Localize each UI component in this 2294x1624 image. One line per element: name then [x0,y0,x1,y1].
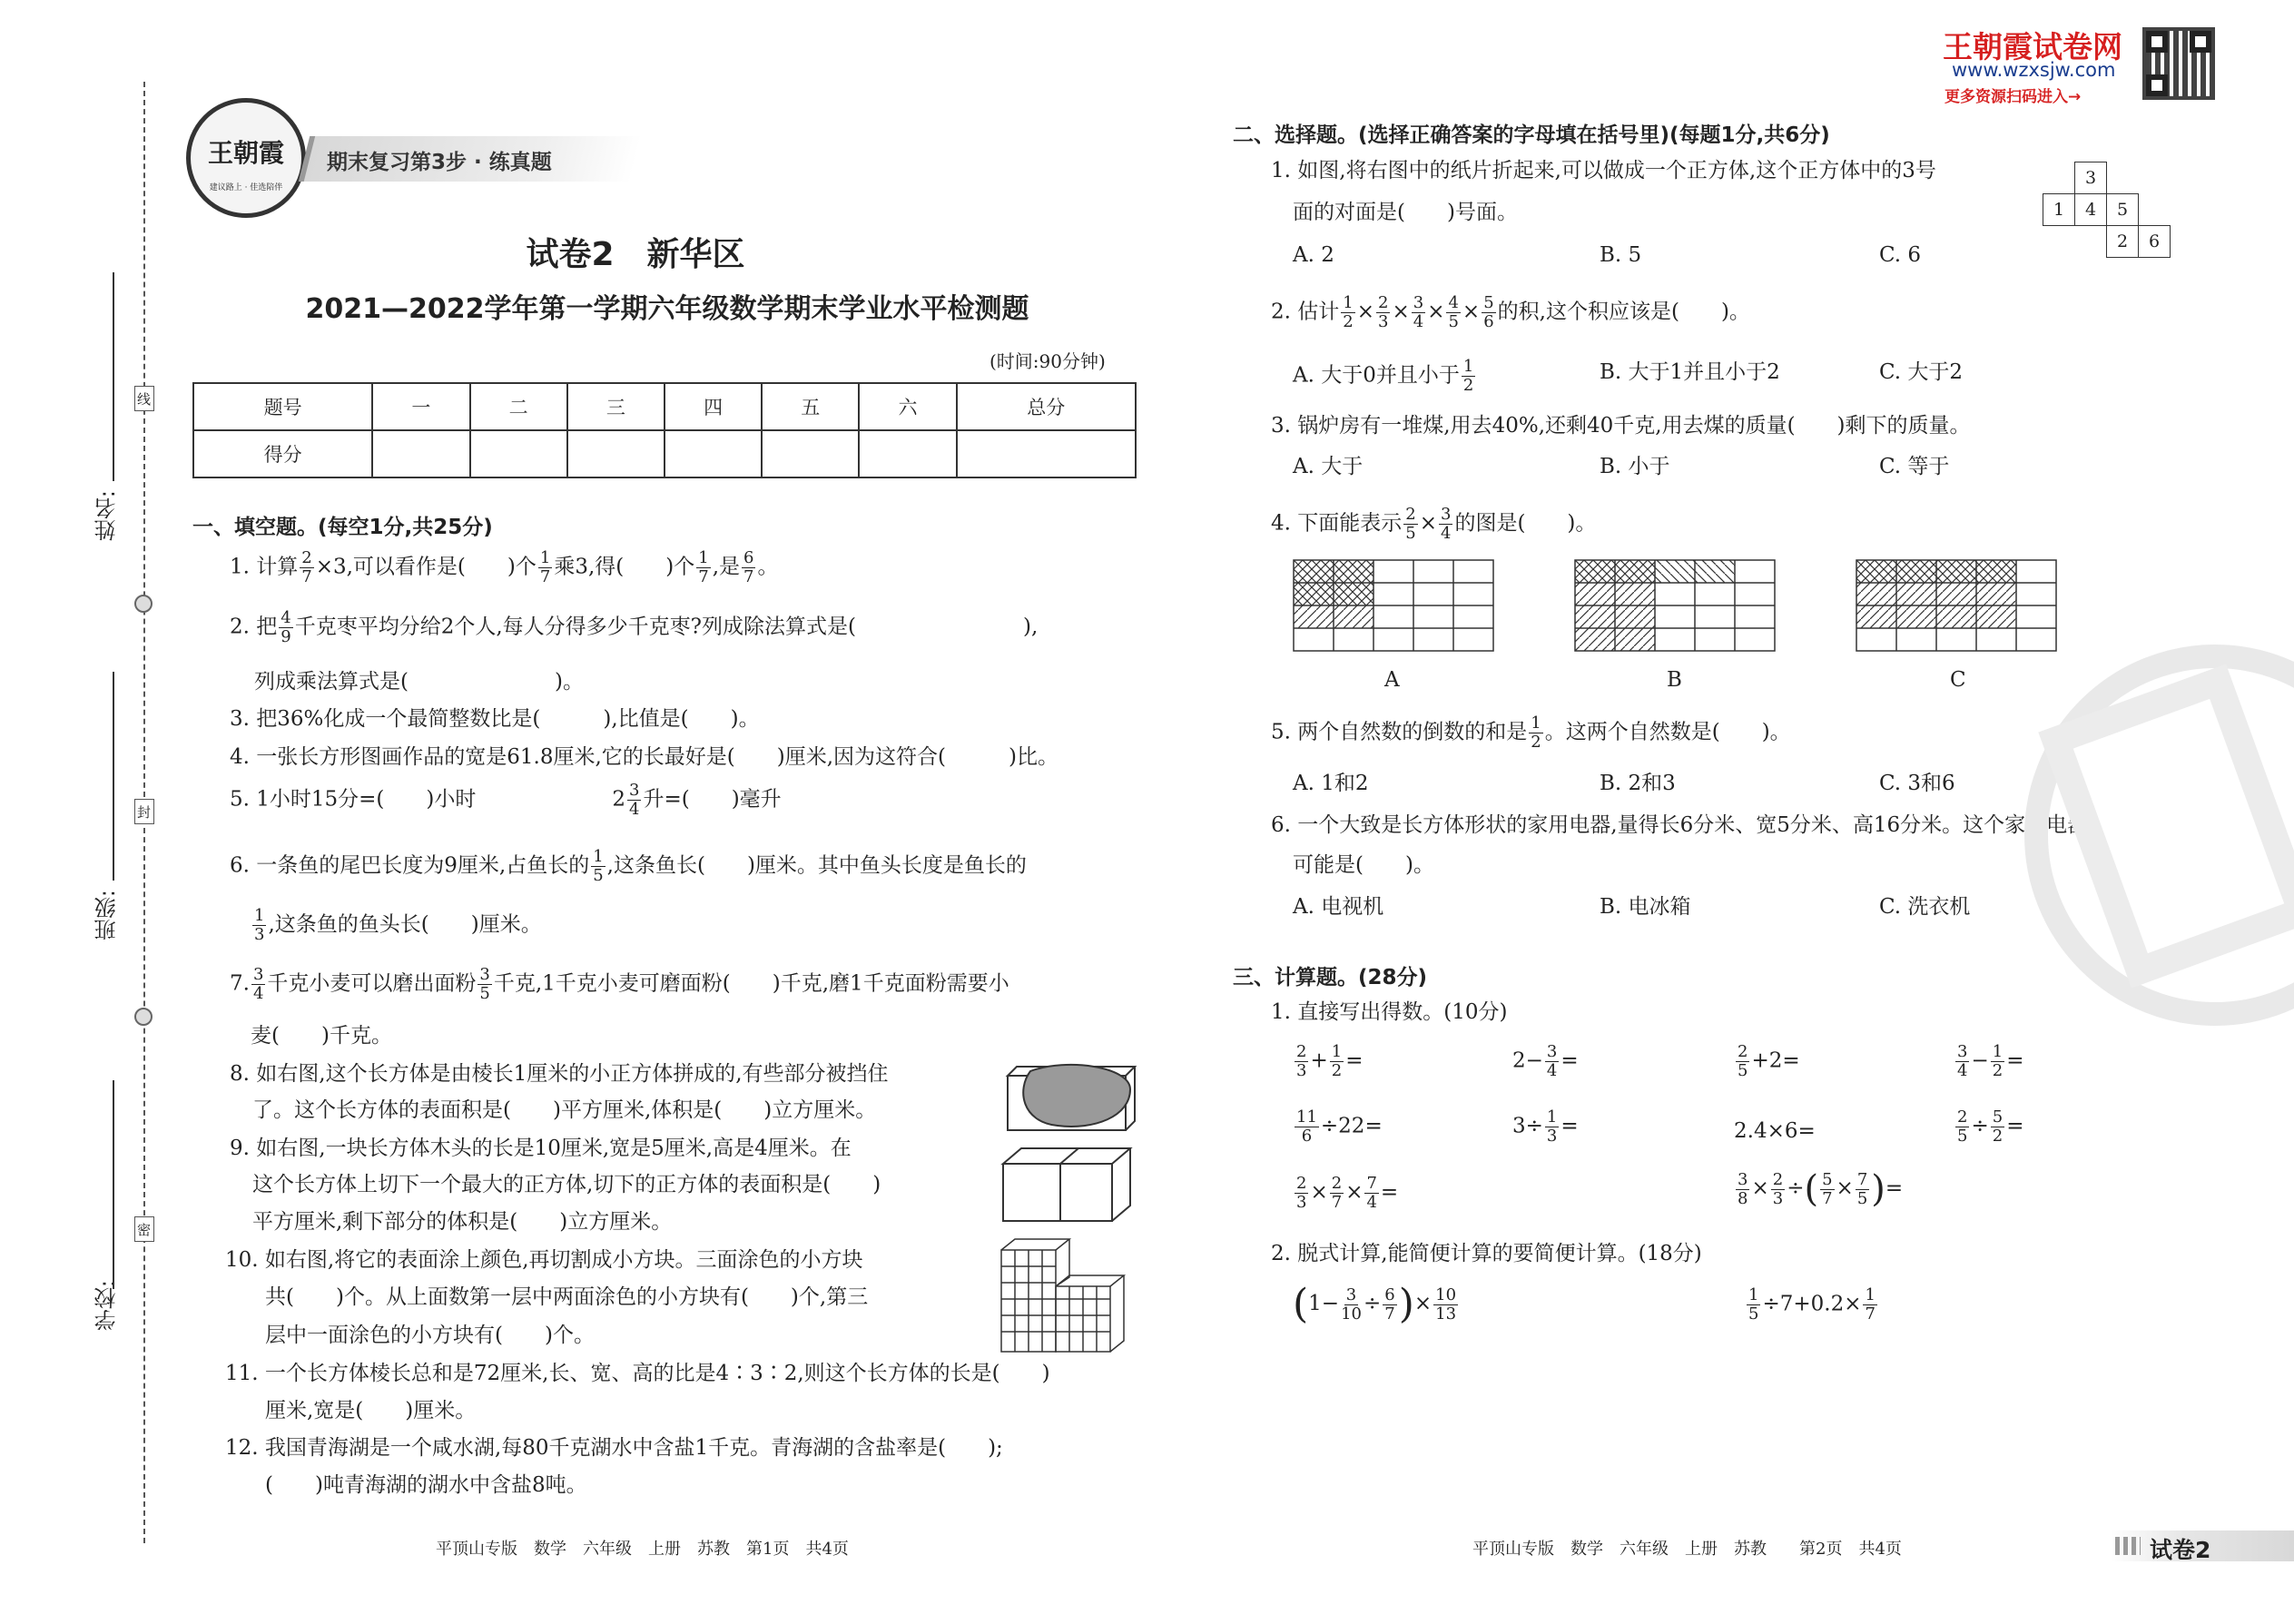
time-limit: (时间:90分钟) [989,350,1106,372]
q-text: 的积,这个积应该是( )。 [1497,300,1750,324]
q-text: ,这条鱼长( )厘米。其中鱼头长度是鱼长的 [606,853,1027,878]
calc-item: 2− $\frac{3}{4}$ = [1512,1042,1579,1080]
s2-q1-a: 1. 如图,将右图中的纸片折起来,可以做成一个正方体,这个正方体中的3号 [1271,159,1936,182]
footer-tag-dots-icon [2115,1537,2141,1555]
fraction: $\frac{1}{2}$ [1462,357,1474,395]
s1-q7-cont: 麦( )千克。 [251,1024,392,1048]
score-table-header: 一 [372,383,469,430]
s1-q4: 4. 一张长方形图画作品的宽是61.8厘米,它的长最好是( )厘米,因为这符合( )比。 [230,745,1058,769]
s2-q6-optC[interactable]: C. 洗衣机 [1879,895,1971,919]
calc-item: $\frac{1}{5}$ ÷7+0.2× $\frac{1}{7}$ [1748,1285,1876,1324]
score-cell[interactable] [957,430,1136,477]
s1-q9-c: 平方厘米,剩下部分的体积是( )立方厘米。 [252,1210,673,1234]
score-cell[interactable] [665,430,762,477]
section3-title: 三、计算题。(28分) [1233,966,1428,989]
s3-part2-title: 2. 脱式计算,能简便计算的要简便计算。(18分) [1271,1242,1702,1265]
q-text: 7. [230,971,250,996]
s1-q5 [230,782,782,818]
fraction: $\frac{5}{6}$ [1483,293,1494,331]
score-cell[interactable] [567,430,665,477]
net-cell: 6 [2139,226,2171,258]
q-text: 2 [612,787,626,812]
s1-q6-cont [251,908,542,943]
score-table-header: 二 [470,383,567,430]
s1-q2-cont: 列成乘法算式是( )。 [254,670,584,694]
s2-q2-optA[interactable] [1293,359,1477,394]
margin-line-mark: 线 [134,386,154,411]
score-table-header: 五 [762,383,859,430]
fraction: $\frac{2}{3}$ [1378,293,1389,331]
s2-q6-b: 可能是( )。 [1293,853,1434,877]
option-b-grid [1575,560,1775,651]
brand-more-link[interactable]: 更多资源扫码进入→ [1944,88,2082,106]
fraction: $\frac{4}{5}$ [1448,293,1459,331]
s2-q4-optB[interactable]: B [1667,668,1682,692]
q-text: 2. 把 [230,615,278,639]
q-text: 千克小麦可以磨出面粉 [267,971,477,996]
s2-q5-optA[interactable]: A. 1和2 [1293,772,1369,795]
s1-q9-b: 这个长方体上切下一个最大的正方体,切下的正方体的表面积是( ) [252,1173,881,1196]
brand-name: 王朝霞试卷网 [1943,29,2122,64]
q-text: 乘3,得( )个 [554,555,695,579]
school-field[interactable] [113,1080,114,1289]
s1-q10-a: 10. 如右图,将它的表面涂上颜色,再切割成小方块。三面涂色的小方块 [225,1248,863,1272]
s1-q12-a: 12. 我国青海湖是一个咸水湖,每80千克湖水中含盐1千克。青海湖的含盐率是( ); [225,1436,1003,1460]
calc-item: (1− $\frac{3}{10}$ ÷ $\frac{6}{7}$ )× $\frac{10}{13}$ [1293,1281,1457,1327]
class-field[interactable] [113,672,114,881]
s2-q1-b: 面的对面是( )号面。 [1293,201,1518,224]
s1-q3: 3. 把36%化成一个最简整数比是( ),比值是( )。 [230,707,760,731]
brand-url: www.wzxsjw.com [1952,59,2116,81]
calc-item: $\frac{2}{3}$ + $\frac{1}{2}$ = [1296,1042,1364,1080]
s3-part1-title: 1. 直接写出得数。(10分) [1271,1000,1508,1024]
s2-q2-optC[interactable]: C. 大于2 [1879,360,1964,384]
score-table-header: 六 [859,383,956,430]
calc-item: 2.4×6= [1734,1119,1816,1143]
calc-item: $\frac{3}{8}$ × $\frac{2}{3}$ ÷( $\frac{5}{7}$ × $\frac{7}{5}$ )= [1738,1168,1904,1210]
s2-q5-optC[interactable]: C. 3和6 [1879,772,1955,795]
s2-q6-a: 6. 一个大致是长方体形状的家用电器,量得长6分米、宽5分米、高16分米。这个家用电器 [1271,813,2089,837]
option-a-grid [1294,560,1493,651]
class-label: 班级: [94,890,120,941]
s2-q3-optB[interactable]: B. 小于 [1600,455,1670,478]
binding-hole-icon [134,595,153,613]
s1-q10-b: 共( )个。从上面数第一层中两面涂色的小方块有( )个,第三 [265,1285,869,1309]
score-table-header: 四 [665,383,762,430]
s2-q1-optB[interactable]: B. 5 [1600,243,1642,267]
option-text: A. 大于0并且小于 [1293,363,1460,388]
binding-hole-icon [134,1008,153,1026]
fraction: $\frac{6}{7}$ [743,548,754,586]
fraction: $\frac{1}{2}$ [1343,293,1354,331]
qr-corner-icon [2190,31,2211,53]
s1-q2 [230,610,1038,645]
s2-q4-optA[interactable]: A [1384,668,1400,692]
net-cell: 3 [2075,162,2107,194]
s1-q9-a: 9. 如右图,一块长方体木头的长是10厘米,宽是5厘米,高是4厘米。在 [230,1137,852,1160]
q-text: 。这两个自然数是( )。 [1544,720,1791,744]
s2-q1-optA[interactable]: A. 2 [1293,243,1334,267]
paper-title: 试卷2 新华区 [526,236,745,273]
score-table-header: 总分 [957,383,1136,430]
q-text: 6. 一条鱼的尾巴长度为9厘米,占鱼长的 [230,853,590,878]
s2-q2-optB[interactable]: B. 大于1并且小于2 [1600,360,1780,384]
s2-q4-optC[interactable]: C [1950,668,1966,692]
q8-cuboid-figure [1003,1053,1139,1135]
margin-secret-mark: 密 [134,1216,154,1242]
s2-q2: 2. 估计 $\frac{1}{2}$ × $\frac{2}{3}$ × $\frac{3}{4}$ × $\frac{4}{5}$ × $\frac{5}{6}$ 的积,这个积应该是( )。 [1271,293,1750,331]
fraction: $\frac{1}{7}$ [698,548,709,586]
fraction: $\frac{1}{3}$ [254,906,265,944]
q10-stacked-cubes-figure [997,1236,1133,1354]
score-table [192,382,1137,478]
s2-q5 [1271,715,1791,751]
s1-q8-a: 8. 如右图,这个长方体是由棱长1厘米的小正方体拼成的,有些部分被挡住 [230,1062,889,1086]
s1-q6 [230,849,1027,884]
qr-corner-icon [2146,74,2168,96]
logo-name: 王朝霞 [207,138,284,168]
q-text: 的图是( )。 [1454,511,1597,536]
q-text: ,这条鱼的鱼头长( )厘米。 [268,912,542,937]
s1-q10-c: 层中一面涂色的小方块有( )个。 [265,1324,595,1347]
q-text: 千克,1千克小麦可磨面粉( )千克,磨1千克面粉需要小 [493,971,1009,996]
q-text: 5. 两个自然数的倒数的和是 [1271,720,1528,744]
q-text: 2. 估计 [1271,300,1340,324]
score-cell[interactable] [859,430,956,477]
q-text: 1. 计算 [230,555,299,579]
section2-title: 二、选择题。(选择正确答案的字母填在括号里)(每题1分,共6分) [1233,123,1830,147]
footer-paper-tag: 试卷2 [2150,1537,2211,1563]
score-cell[interactable] [372,430,469,477]
fraction: $\frac{1}{2}$ [1531,714,1541,752]
fraction: $\frac{1}{7}$ [539,548,551,586]
option-c-grid [1856,560,2056,651]
review-banner-text: 期末复习第3步 · 练真题 [327,151,552,174]
fraction: $\frac{3}{5}$ [479,965,490,1003]
school-label: 学校: [94,1280,120,1332]
s1-q1 [230,550,778,586]
calc-item: $\frac{3}{4}$ − $\frac{1}{2}$ = [1957,1042,2024,1080]
margin-seal-mark: 封 [134,799,154,824]
net-cell: 4 [2075,194,2107,226]
fraction: $\frac{2}{5}$ [1405,505,1416,543]
q-text: 升=( )毫升 [643,787,782,812]
s1-q7 [230,967,1009,1002]
s2-q3: 3. 锅炉房有一堆煤,用去40%,还剩40千克,用去煤的质量( )剩下的质量。 [1271,414,1971,438]
fraction: $\frac{3}{4}$ [252,965,264,1003]
calc-item: $\frac{11}{6}$ ÷22= [1296,1107,1383,1146]
s2-q1-optC[interactable]: C. 6 [1879,243,1922,267]
paper-subtitle: 2021—2022学年第一学期六年级数学期末学业水平检测题 [305,293,1029,325]
s1-q8-b: 了。这个长方体的表面积是( )平方厘米,体积是( )立方厘米。 [252,1098,877,1122]
fraction: $\frac{2}{7}$ [301,548,312,586]
qr-corner-icon [2146,31,2168,53]
score-cell[interactable] [470,430,567,477]
publisher-logo [186,98,306,218]
q9-wood-block-figure [999,1144,1135,1225]
q-text: 。 [757,555,779,579]
s2-q6-optA[interactable]: A. 电视机 [1293,895,1384,919]
q-text: ,是 [712,555,740,579]
fraction: $\frac{3}{4}$ [629,781,640,819]
net-cell: 5 [2107,194,2139,226]
fraction: $\frac{1}{5}$ [593,847,604,885]
net-cell: 2 [2107,226,2139,258]
s2-q3-optA[interactable]: A. 大于 [1293,455,1364,478]
q-text: 4. 下面能表示 [1271,511,1403,536]
calc-item: 3÷ $\frac{1}{3}$ = [1512,1107,1579,1146]
s1-q12-b: ( )吨青海湖的湖水中含盐8吨。 [265,1473,587,1497]
calc-item: $\frac{2}{5}$ +2= [1738,1042,1800,1080]
fraction: $\frac{3}{4}$ [1413,293,1424,331]
s1-q11-a: 11. 一个长方体棱长总和是72厘米,长、宽、高的比是4∶3∶2,则这个长方体的长是( ) [225,1362,1050,1385]
s2-q3-optC[interactable]: C. 等于 [1879,455,1950,478]
cube-net-figure [2043,162,2171,258]
calc-item: $\frac{2}{5}$ ÷ $\frac{5}{2}$ = [1957,1107,2024,1146]
footer-right: 平顶山专版 数学 六年级 上册 苏教 第2页 共4页 [1472,1540,1902,1559]
section1-title: 一、填空题。(每空1分,共25分) [192,516,493,539]
score-cell[interactable] [762,430,859,477]
s1-q11-b: 厘米,宽是( )厘米。 [265,1399,477,1422]
fraction-grid-options [1289,556,2070,655]
fraction: $\frac{4}{9}$ [281,608,291,646]
logo-motto: 建议路上 · 佳选陪伴 [209,183,283,192]
footer-left: 平顶山专版 数学 六年级 上册 苏教 第1页 共4页 [436,1540,849,1559]
score-row-label: 得分 [193,430,372,477]
q-text: ×3,可以看作是( )个 [315,555,537,579]
calc-item: $\frac{2}{3}$ × $\frac{2}{7}$ × $\frac{7}{4}$ = [1296,1174,1399,1212]
s2-q5-optB[interactable]: B. 2和3 [1600,772,1676,795]
score-table-header: 题号 [193,383,372,430]
name-label: 姓名: [94,490,120,542]
q-text: 千克枣平均分给2个人,每人分得多少千克枣?列成除法算式是( ), [294,615,1039,639]
q-text: 5. 1小时15分=( )小时 [230,787,477,812]
s2-q4: 4. 下面能表示 $\frac{2}{5}$ × $\frac{3}{4}$ 的图是( )。 [1271,505,1597,543]
s2-q6-optB[interactable]: B. 电冰箱 [1600,895,1691,919]
fraction: $\frac{3}{4}$ [1441,505,1452,543]
net-cell: 1 [2043,194,2075,226]
score-table-header: 三 [567,383,665,430]
